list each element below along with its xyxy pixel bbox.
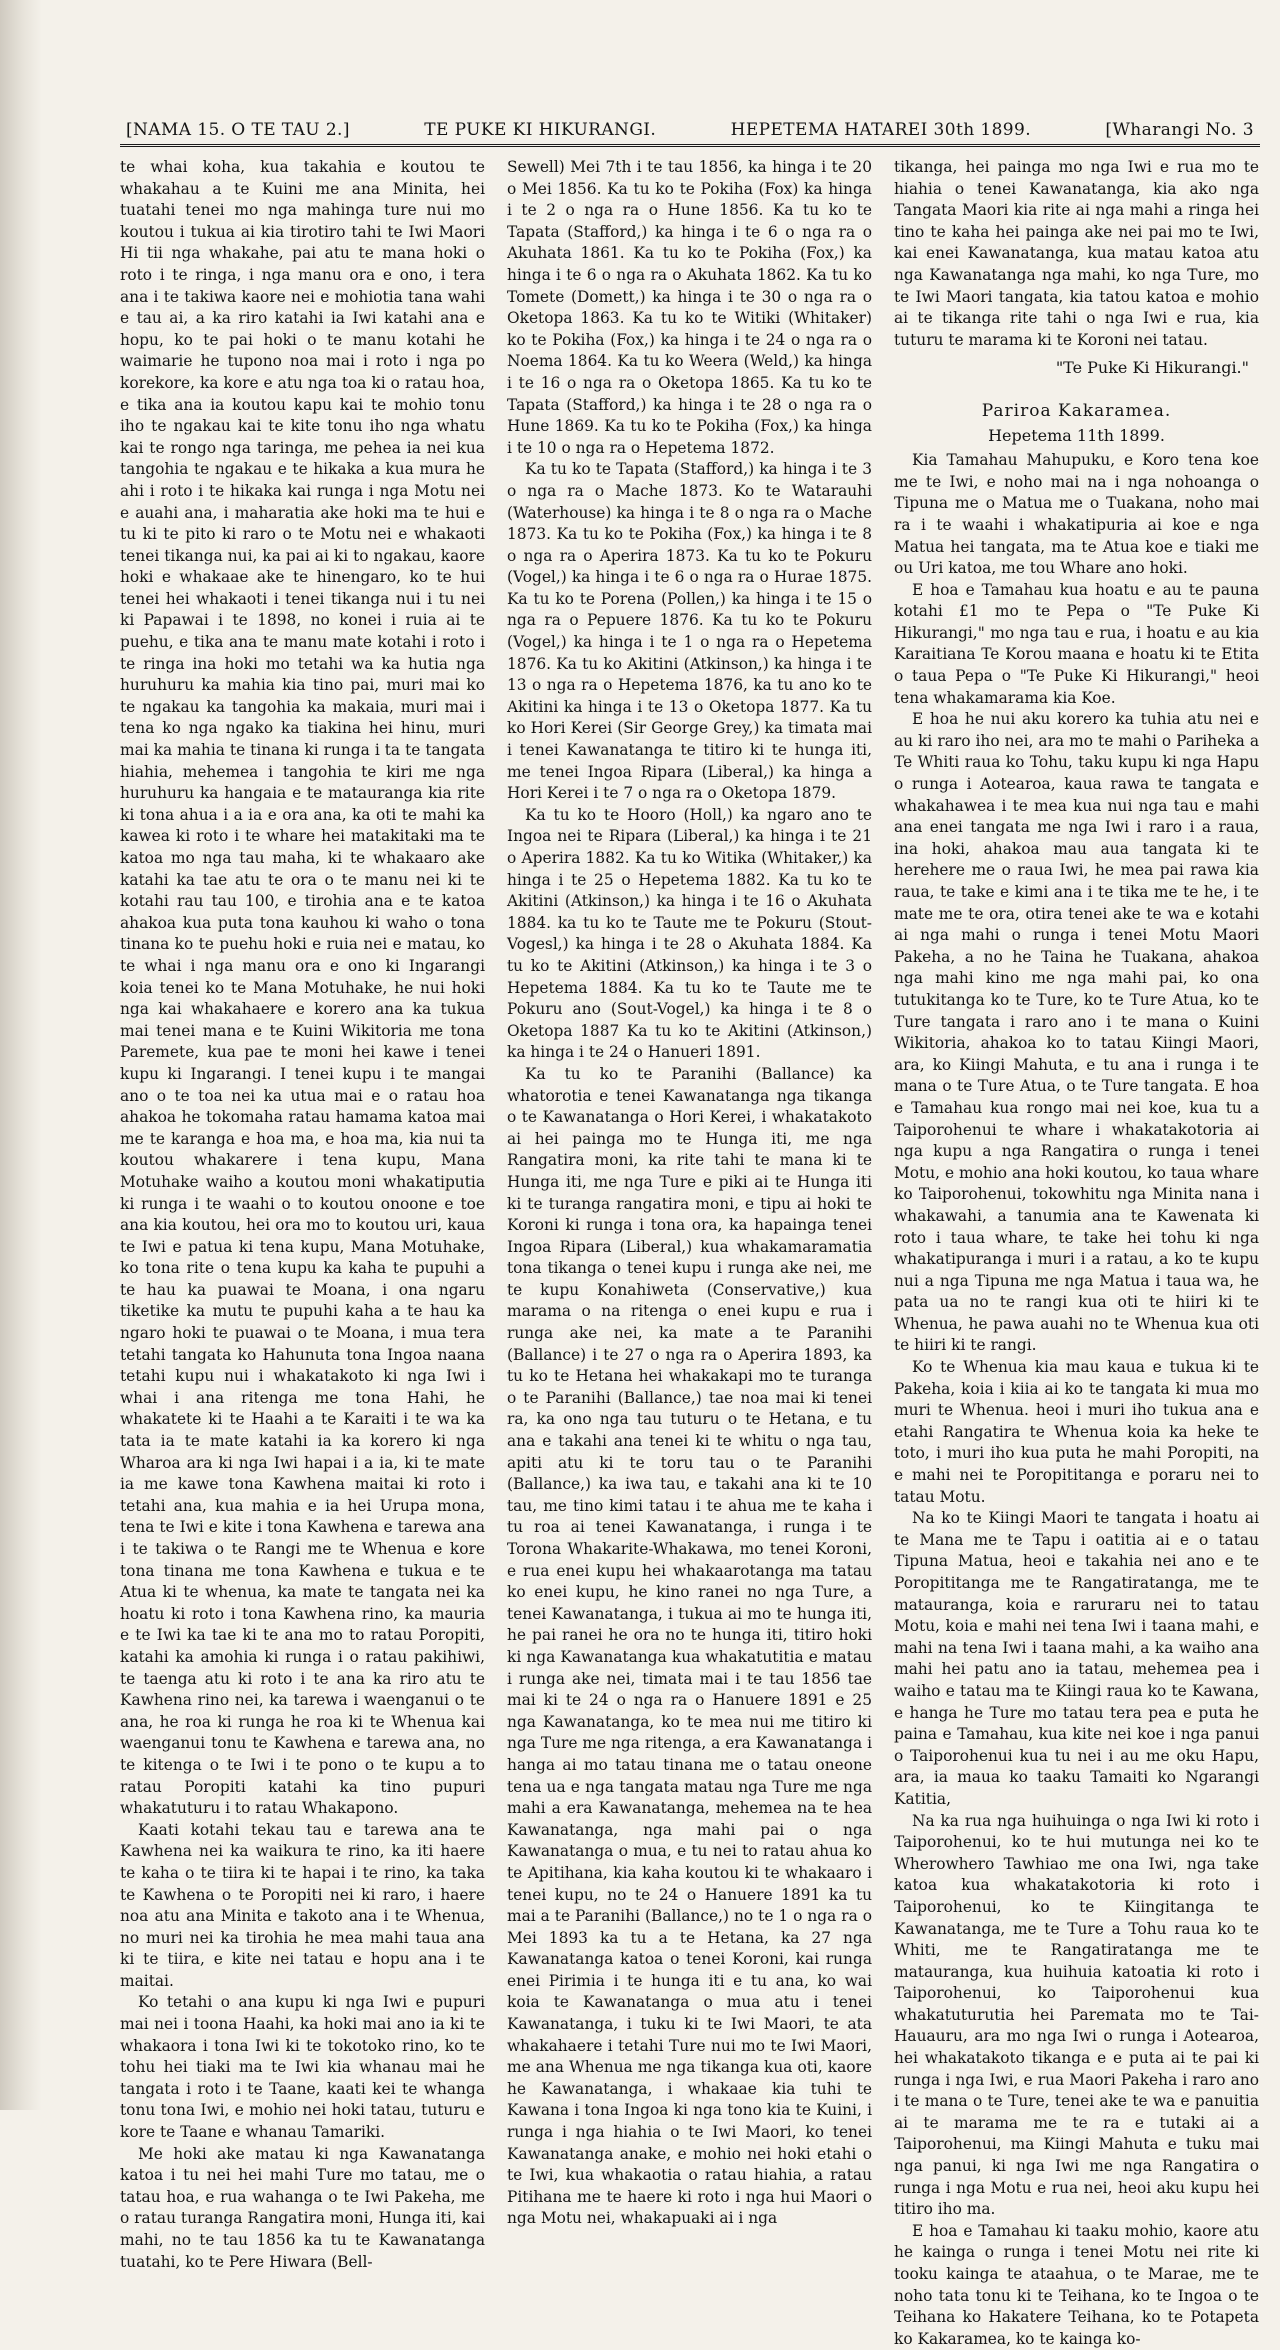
paragraph: Sewell) Mei 7th i te tau 1856, ka hinga i te 20 o Mei 1856. Ka tu ko te Pokiha (Fox) ka hinga i te 2 o nga ra o Hune 1856. Ka tu ko te Tapata (Stafford,) ka hinga i te 6 o nga ra o Akuhata 1861. Ka tu ko te Pokiha (Fox,) ka hinga i te 6 o nga ra o Akuhata 1862. Ka tu ko Tomete (Domett,) ka hinga i te 30 o nga ra o Oketopa 1863. Ka tu ko te Witiki (Whitaker) ko te Pokiha (Fox,) ka hinga i te 24 o nga ra o Noema 1864. Ka tu ko Weera (Weld,) ka hinga i te 16 o nga ra o Oketopa 1865. Ka tu ko te Tapata (Stafford,) ka hinga i te 28 o nga ra o Hune 1869. Ka tu ko te Pokiha (Fox,) ka hinga i te 10 o nga ra o Hepetema 1872. <box>507 158 872 457</box>
paragraph: Na ko te Kiingi Maori te tangata i hoatu ai te Mana me te Tapu i oatitia ai e o tatau Tipuna Matua, heoi e takahia nei ano e te Poropititanga me te Rangatiratanga, me te matauranga, koia e raruraru nei to tatau Motu, koia e mahi nei tena Iwi i taana mahi, e mahi na tena Iwi i taana mahi, a ka waiho ana mahi hei patu ano ia tatau, mehemea pea i waiho e tatau ma te Kiingi raua ko te Kawana, e hanga he Ture mo tatau tera pea e puta he paina e Tamahau, kua kite nei koe i nga panui o Taiporohenui kua tu nei i au me oku Hapu, ara, ia maua ko taaku Tamaiti ko Ngarangi Katitia, <box>894 1509 1259 1808</box>
letter-headline: Pariroa Kakarameа. <box>981 400 1172 421</box>
article-columns <box>120 147 1260 2348</box>
column-middle <box>507 157 872 2350</box>
paragraph: Kia Tamahau Mahupuku, e Koro tena koe me te Iwi, e noho mai na i nga nohoanga o Tipuna me o Matua me o Tuakana, noho mai ra i te waahi i whakatipuria ai koe e nga Matua hei tangata, ma te Atua koe e tiaki me ou Uri katoa, me tou Whare ano hoki. <box>894 451 1259 578</box>
issue-date: HEPETEMA HATAREI 30th 1899. <box>730 120 1032 140</box>
paragraph: Na ka rua nga huihuinga o nga Iwi ki roto i Taiporohenui, ko te hui mutunga nei ko te Wherowhero Tawhiao me ona Iwi, nga take katoa kua whakatakotoria ki roto i Taiporohenui, ko te Kiingitanga te Kawanatanga, me te Ture a Tohu raua ko te Whiti, me te Rangatiratanga me te matauranga, kua huihuia katoatia ki roto i Taiporohenui, ko Taiporohenui kua whakatuturutia hei Paremata mo te Tai-Hauauru, ara mo nga Iwi o runga i Aotearoa, hei whakatakoto tikanga e e puta ai te pai ki runga i nga Iwi, e rua Maori Pakeha i raro ano i te mana o te Ture, tenei ake te wa e panuitia ai te marama me te ra e tutaki ai a Taiporohenui, ma Kiingi Mahuta e tuku mai nga panui, ki nga Iwi me nga Rangatira o runga i nga Motu e rua nei, heoi aku kupu hei titiro iho ma. <box>894 1811 1259 2219</box>
paragraph: E hoa e Tamahau kua hoatu e au te pauna kotahi £1 mo te Pepa o "Te Puke Ki Hikurangi," mo nga tau e rua, i hoatu e au kia Karaitiana Te Korou maana e hoatu ki te Etita o taua Pepa o "Te Puke Ki Hikurangi," heoi tena whakamarama kia Koe. <box>894 580 1259 707</box>
paragraph: tikanga, hei painga mo nga Iwi e rua mo te hiahia o tenei Kawanatanga, kia ako nga Tangata Maori kia rite ai nga mahi a ringa hei tino te kaha hei painga ake nei pai mo te Iwi, kai enei Kawanatanga, kua matau katoa atu nga Kawanatanga nga mahi, ko nga Ture, mo te Iwi Maori tangata, kia tatou katoa e mohio ai te tikanga rite tahi o nga Iwi e rua, kia tuturu te marama ki te Koroni nei tatau. <box>894 158 1259 349</box>
newspaper-title: TE PUKE KI HIKURANGI. <box>424 120 657 140</box>
paragraph: Kaati kotahi tekau tau e tarewa ana te Kawhena nei ka waikura te rino, ka iti haere te kaha o te tiira ki te hapai i te rino, ka taka te Kawhena o te Poropiti nei ki raro, i haere noa atu ana Minita e takoto ana i te Whenua, no muri nei ka tirohia he mea mahi taua ana ki te tiira, e kite nei tatau e hopu ana i te maitai. <box>120 1820 485 1990</box>
paragraph: Ka tu ko te Paranihi (Ballance) ka whatorotia e tenei Kawanatanga nga tikanga o te Kawanatanga o Hori Kerei, i whakatakoto ai hei painga mo te Hunga iti, me nga Rangatira moni, ka rite tahi te mana ki te Hunga iti, me nga Ture e piki ai te Hunga iti ki te turanga rangatira moni, e tipu ai hoki te Koroni ki runga i tona ora, ka hapainga tenei Ingoa Ripara (Liberal,) kua whakamaramatia tona tikanga o tenei kupu i runga ake nei, me te kupu Konahiweta (Conservative,) kua marama o na ritenga o enei kupu e rua i runga ake nei, ka mate a te Paranihi (Ballance) i te 27 o nga ra o Aperira 1893, ka tu ko te Hetana hei whakakapi mo te turanga o te Paranihi (Ballance,) tae noa mai ki tenei ra, ka ono nga tau tuturu o te Hetana, e tu ana e takahi ana tenei ki te whitu o nga tau, apiti atu ki te toru tau o te Paranihi (Ballance,) ka iwa tau, e takahi ana ki te 10 tau, me tino kimi tatau i te ahua me te kaha i tu roa ai tenei Kawanatanga, i runga i te Torona Whakarite-Whakawa, mo tenei Koroni, e rua enei kupu hei whakaarotanga ma tatau ko enei kupu, he kino ranei no nga Ture, a tenei Kawanatanga, i tukua ai mo te hunga iti, he pai ranei he ora no te hunga iti, titiro hoki ki nga Kawanatanga kua whakatutitia e matau i runga ake nei, timata mai i te tau 1856 tae mai ki te 24 o nga ra o Hanuere 1891 e 25 nga Kawanatanga, ko te mea nui me titiro ki nga Ture me nga ritenga, a era Kawanatanga i hanga ai mo tatau tinana me o tatau oneone tena ua e nga tangata matau nga Ture me nga mahi a era Kawanatanga, mehemea na te hea Kawanatanga, nga mahi pai o nga Kawanatanga o mua, e tu nei to ratau ahua ko te Apitihana, kia kaha koutou ki te whakaaro i tenei kupu, no te 24 o Hanuere 1891 ka tu mai a te Paranihi (Ballance,) no te 1 o nga ra o Mei 1893 ka tu a te Hetana, ka 27 nga Kawanatanga katoa o tenei Koroni, kai runga enei Pirimia i te hunga iti e tu ana, ko wai koia te Kawanatanga o mua atu i tenei Kawanatanga, i tuku ki te Iwi Maori, te ata whakahaere i tetahi Ture nui mo te Iwi Maori, me ana Whenua me nga tikanga kua oti, kaore he Kawanatanga, i whakaae kia tuhi te Kawana i tona Ingoa ki nga tono kia te Kuini, i runga i nga hiahia o te Iwi Maori, ko tenei Kawanatanga anake, e mohio nei hoki etahi o te Iwi, kua whakaotia o ratau hiahia, a ratau Pitihana me te haere ki roto i nga hui Maori o nga Motu nei, whakapuaki ai i nga <box>507 1064 872 2228</box>
letter-dateline: Hepetema 11th 1899. <box>988 425 1165 445</box>
paragraph: Ko te Whenua kia mau kaua e tukua ki te Pakeha, koia i kiia ai ko te tangata ki mua mo muri te Whenua. heoi i muri iho tukua ana e etahi Rangatira te Whenua koia ka heke te toto, i muri iho kua puta he mahi Poropiti, na e mahi nei te Poropititanga e poraru nei to tatau Motu. <box>894 1358 1259 1506</box>
page-binding-shadow <box>0 0 42 2110</box>
column-right <box>894 157 1259 2350</box>
paragraph: E hoa e Tamahau ki taaku mohio, kaore atu he kainga o runga i tenei Motu nei rite ki tooku kainga te ataahua, o te Marae, me te noho tata tonu ki te Teihana, ko te Ingoa o te Teihana ko Hakatere Teihana, ko te Potapeta ko Kakarameа, ko te kainga ko- <box>894 2221 1259 2348</box>
paragraph: E hoa he nui aku korero ka tuhia atu nei e au ki raro iho nei, ara mo te mahi o Pariheka a Te Whiti raua ko Tohu, taku kupu ki nga Hapu o runga i Aotearoa, kaua rawa te tangata e whakahawea i te mea kua nui nga tau e mahi ana enei tangata me nga Iwi i raro i a raua, ina hoki, ahakoa mau aua tangata ki te herehere me o raua Iwi, he mea pai rawa kia raua, te take e kimi ana i te tika me te he, i te mate me te ora, otira tenei ake te wa e kotahi ai nga mahi o runga i tenei Motu Maori Pakeha, a no he Taina he Tuakana, ahakoa nga mahi kino me nga mahi pai, ko ona tutukitanga ko te Ture, ko te Ture Atua, ko te Ture tangata i raro ano i te mana o Kuini Wikitoria, ahakoa ko to tatau Kiingi Maori, ara, ko Kiingi Mahuta, e tu ana i runga i te mana o te Ture Atua, o te Ture tangata. E hoa e Tamahau kua rongo mai nei koe, kua tu a Taiporohenui te whare i whakatakotoria ai nga kupu a nga Rangatira o runga i tenei Motu, e mohio ana hoki koutou, ko taua whare ko Taiporohenui, tokowhitu nga Minita nana i whakawahi, a tanumia ana te Kawenata ki roto i taua whare, te take hei tohu ki nga whakatipuranga i muri i a ratau, a ko te kupu nui a nga Tipuna me nga Matua i taua wa, he pata ua no te rangi kua oti te hiiri ki te Whenua, he pawa auahi no te Whenua kua oti te hiiri ki te rangi. <box>894 710 1259 1355</box>
page-number: [Wharangi No. 3 <box>1105 120 1254 140</box>
issue-number: [NAMA 15. O TE TAU 2.] <box>126 120 350 140</box>
paragraph: Ka tu ko te Tapata (Stafford,) ka hinga i te 3 o nga ra o Mache 1873. Ko te Watarauhi (Waterhouse) ka hinga i te 8 o nga ra o Mache 1873. Ka tu ko te Pokiha (Fox,) ka hinga i te 8 o nga ra o Aperira 1873. Ka tu ko te Pokuru (Vogel,) ka hinga i te 6 o nga ra o Hurae 1875. Ka tu ko te Porena (Pollen,) ka hinga i te 15 o nga ra o Pepuere 1876. Ka tu ko te Pokuru (Vogel,) ka hinga i te 1 o nga ra o Hepetema 1876. Ka tu ko Akitini (Atkinson,) ka hinga i te 13 o nga ra o Hepetema 1876, ka tu ano ko te Akitini ka hinga i te 13 o Oketopa 1877. Ka tu ko Hori Kerei (Sir George Grey,) ka timata mai i tenei Kawanatanga te titiro ki te hunga iti, me tenei Ingoa Ripara (Liberal,) ka hinga a Hori Kerei i te 7 o nga ra o Oketopa 1879. <box>507 460 872 803</box>
article-signature: "Te Puke Ki Hikurangi." <box>1055 358 1249 378</box>
newspaper-page <box>120 110 1260 2348</box>
paragraph: Me hoki ake matau ki nga Kawanatanga katoa i tu nei hei mahi Ture mo tatau, me o tatau hoa, e rua wahanga o te Iwi Pakeha, me o ratau turanga Rangatira moni, Hunga iti, kai mahi, no te tau 1856 ka tu te Kawanatanga tuatahi, ko te Pere Hiwara (Bell- <box>120 2144 485 2271</box>
column-left <box>120 157 485 2350</box>
paragraph: te whai koha, kua takahia e koutou te whakahau a te Kuini me ana Minita, hei tuatahi tenei mo nga mahinga ture nui mo koutou i tukua ai kia tirotiro tahi te Iwi Maori Hi tii nga whakahe, pai atu te mana hoki o roto i te ringa, i nga manu ora e ono, i tera ana i te takiwa kaore nei e mohiotia tana wahi e tau ai, a ka riro katahi ia Iwi katahi ana e hopu, ko te pai hoki o te manu kotahi he waimarie he tupono noa mai i roto i nga po korekore, ka kore e atu nga toa ki o ratau hoa, e tika ana ia koutou kapu kai te mohio tonu iho te ngakau kai te kite tonu iho nga whatu kai te rongo nga taringa, me pehea ia nei kua tangohia te ngakau e te hikaka a kua mura he ahi i roto i te hikaka kai runga i nga Motu nei e auahi ana, i maharatia ake hoki ma te hui e tu ki te pito ki raro o te Motu nei e whakaoti tenei tikanga nui, ka pai ai ki to ngakau, kaore hoki e whakaae ake te hinengaro, ko te hui tenei hei whakaoti i tenei tikanga nui i tu nei ki Papawai i te 1898, no konei i ruia ai te puehu, e tika ana te manu mate kotahi i roto i te ringa ina hoki mo tetahi wa ka hutia nga huruhuru ka mahia kia tino pai, muri mai ko te ngakau ka tangohia ka makaia, muri mai i tena ko nga ngako ka tiakina hei hinu, muri mai ka mahia te tinana ki runga i ta te tangata hiahia, mehemea i tangohia te kiri me nga huruhuru ka hangaia e te matauranga kia rite ki tona ahua i a ia e ora ana, ka oti te mahi ka kawea ki roto i te whare hei matakitaki ma te katoa mo nga tau maha, ki te whakaaro ake katahi ka tae atu te ora o te manu nei ki te kotahi rau tau 100, e tirohia ana e te katoa ahakoa kua puta tona kauhou ki waho o tona tinana ko te puehu hoki e ruia nei e matau, ko te whai i nga manu ora e ono ki Ingarangi koia tenei ko te Mana Motuhake, he nui hoki nga kai whakahaere e korero ana ka tukua mai tenei mana e te Kuini Wikitoria me tona Paremete, kua pae te moni hei kawe i tenei kupu ki Ingarangi. I tenei kupu i te mangai ano o te toa nei ka utua mai e o ratau hoa ahakoa he tokomaha ratau hamama katoa mai me te karanga e hoa ma, e hoa ma, kia nui ta koutou whakarere i tena kupu, Mana Motuhake waiho a koutou moni whakatiputia ki runga i te waahi o to koutou onoone e toe ana kia koutou, hei ora mo to koutou uri, kaua te Iwi e patua ki tena kupu, Mana Motuhake, ko tona rite o tena kupu ka kaha te pupuhi a te hau ka puawai te Moana, i ona ngaru tiketike ka mutu te pupuhi kaha a te hau ka ngaro hoki te puawai o te Moana, i mua tera tetahi tangata ko Hahunuta tona Ingoa naana tetahi kupu nui i whakatakoto ki nga Iwi i whai i ana ritenga me tona Hahi, he whakatete ki te Haahi a te Karaiti i te wa ka tata ia te mate katahi ia ka korero ki nga Wharoa ara ki nga Iwi hapai i a ia, ki te mate ia me kawe tona Kawhena maitai ki roto i tetahi ana, kua mahia e ia hei Urupa mona, tena te Iwi e kite i tona Kawhena e tarewa ana i te takiwa o te Rangi me te Whenua e kore tona tinana me tona Kawhena e tukua e te Atua ki te whenua, ka mate te tangata nei ka hoatu ki roto i tona Kawhena rino, ka mauria e te Iwi ka tae ki te ana mo to ratau Poropiti, katahi ka amohia ki runga i o ratau pakihiwi, te taenga atu ki roto i te ana ka riro atu te Kawhena rino nei, ka tarewa i waenganui o te ana, he roa ki runga he roa ki te Whenua kai waenganui tonu te Kawhena e tarewa ana, no te kitenga o te Iwi i te pono o te kupu a to ratau Poropiti katahi ka tino pupuri whakatuturu i to ratau Whakapono. <box>120 158 485 1818</box>
paragraph: Ko tetahi o ana kupu ki nga Iwi e pupuri mai nei i toona Haahi, ka hoki mai ano ia ki te whakaora i tona Iwi ki te tokotoko rino, ko te tohu hei tiaki ma te Iwi kia whanau mai he tangata i roto i te Taane, kaati kei te whanga tonu tona Iwi, e mohio nei hoki tatau, tuturu e kore te Taane e whanau Tamariki. <box>120 1993 485 2142</box>
masthead <box>120 110 1260 147</box>
paragraph: Ka tu ko te Hooro (Holl,) ka ngaro ano te Ingoa nei te Ripara (Liberal,) ka hinga i te 21 o Aperira 1882. Ka tu ko Witika (Whitaker,) ka hinga i te 25 o Hepetema 1882. Ka tu ko te Akitini (Atkinson,) ka hinga i te 16 o Akuhata 1884. ka tu ko te Taute me te Pokuru (Stout-Vogesl,) ka hinga i te 28 o Akuhata 1884. Ka tu ko te Akitini (Atkinson,) ka hinga i te 3 o Hepetema 1884. Ka tu ko te Taute me te Pokuru ano (Sout-Vogel,) ka hinga i te 8 o Oketopa 1887 Ka tu ko te Akitini (Atkinson,) ka hinga i te 24 o Hanueri 1891. <box>507 805 872 1062</box>
